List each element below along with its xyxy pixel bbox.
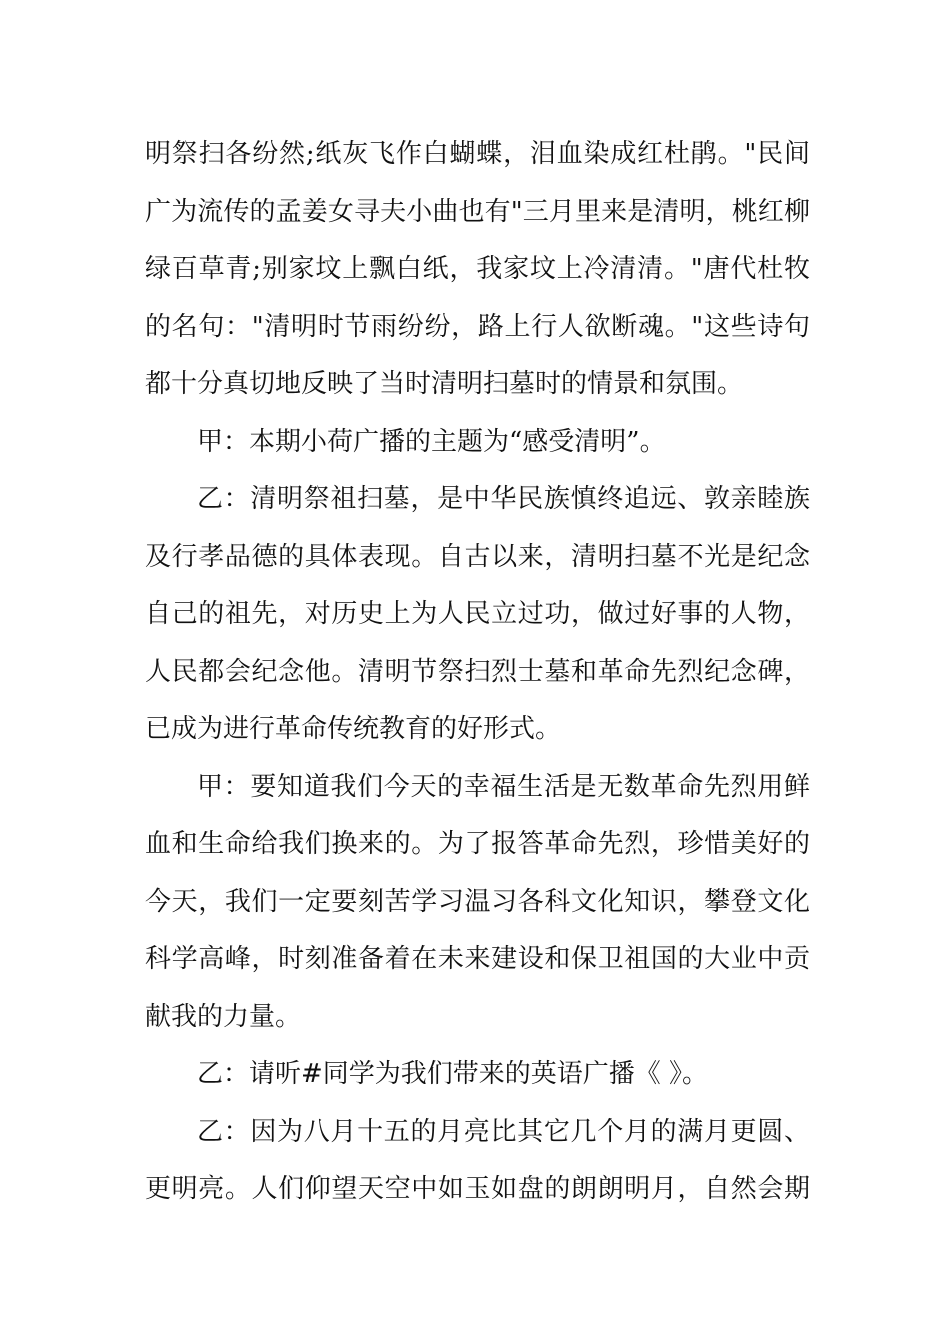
text-line: 明祭扫各纷然;纸灰飞作白蝴蝶，泪血染成红杜鹃。"民间 <box>145 139 810 169</box>
text-line: 今天，我们一定要刻苦学习温习各科文化知识，攀登文化 <box>145 886 810 917</box>
text-line: 的名句："清明时节雨纷纷，路上行人欲断魂。"这些诗句 <box>145 311 810 342</box>
text-line: 乙：清明祭祖扫墓，是中华民族慎终追远、敦亲睦族 <box>197 484 810 514</box>
text-line: 甲：本期小荷广播的主题为“感受清明”。 <box>197 426 666 457</box>
text-line: 乙：因为八月十五的月亮比其它几个月的满月更圆、 <box>197 1116 810 1147</box>
text-line: 甲：要知道我们今天的幸福生活是无数革命先烈用鲜 <box>197 771 810 802</box>
text-line: 血和生命给我们换来的。为了报答革命先烈，珍惜美好的 <box>145 829 810 859</box>
text-line: 绿百草青;别家坟上飘白纸，我家坟上冷清清。"唐代杜牧 <box>145 254 810 284</box>
text-line: 都十分真切地反映了当时清明扫墓时的情景和氛围。 <box>145 369 744 399</box>
text-line: 献我的力量。 <box>145 1001 302 1032</box>
text-line: 广为流传的孟姜女寻夫小曲也有"三月里来是清明，桃红柳 <box>145 196 810 227</box>
text-line: 更明亮。人们仰望天空中如玉如盘的朗朗明月，自然会期 <box>145 1174 810 1204</box>
text-line: 自己的祖先，对历史上为人民立过功，做过好事的人物， <box>145 599 810 629</box>
text-line: 科学高峰，时刻准备着在未来建设和保卫祖国的大业中贡 <box>145 944 810 974</box>
text-line: 已成为进行革命传统教育的好形式。 <box>145 714 562 744</box>
text-line: 及行孝品德的具体表现。自古以来，清明扫墓不光是纪念 <box>145 541 810 572</box>
text-line: 乙：请听#同学为我们带来的英语广播《 》。 <box>197 1059 709 1089</box>
document-body <box>145 126 810 1219</box>
text-line: 人民都会纪念他。清明节祭扫烈士墓和革命先烈纪念碑， <box>145 656 810 687</box>
